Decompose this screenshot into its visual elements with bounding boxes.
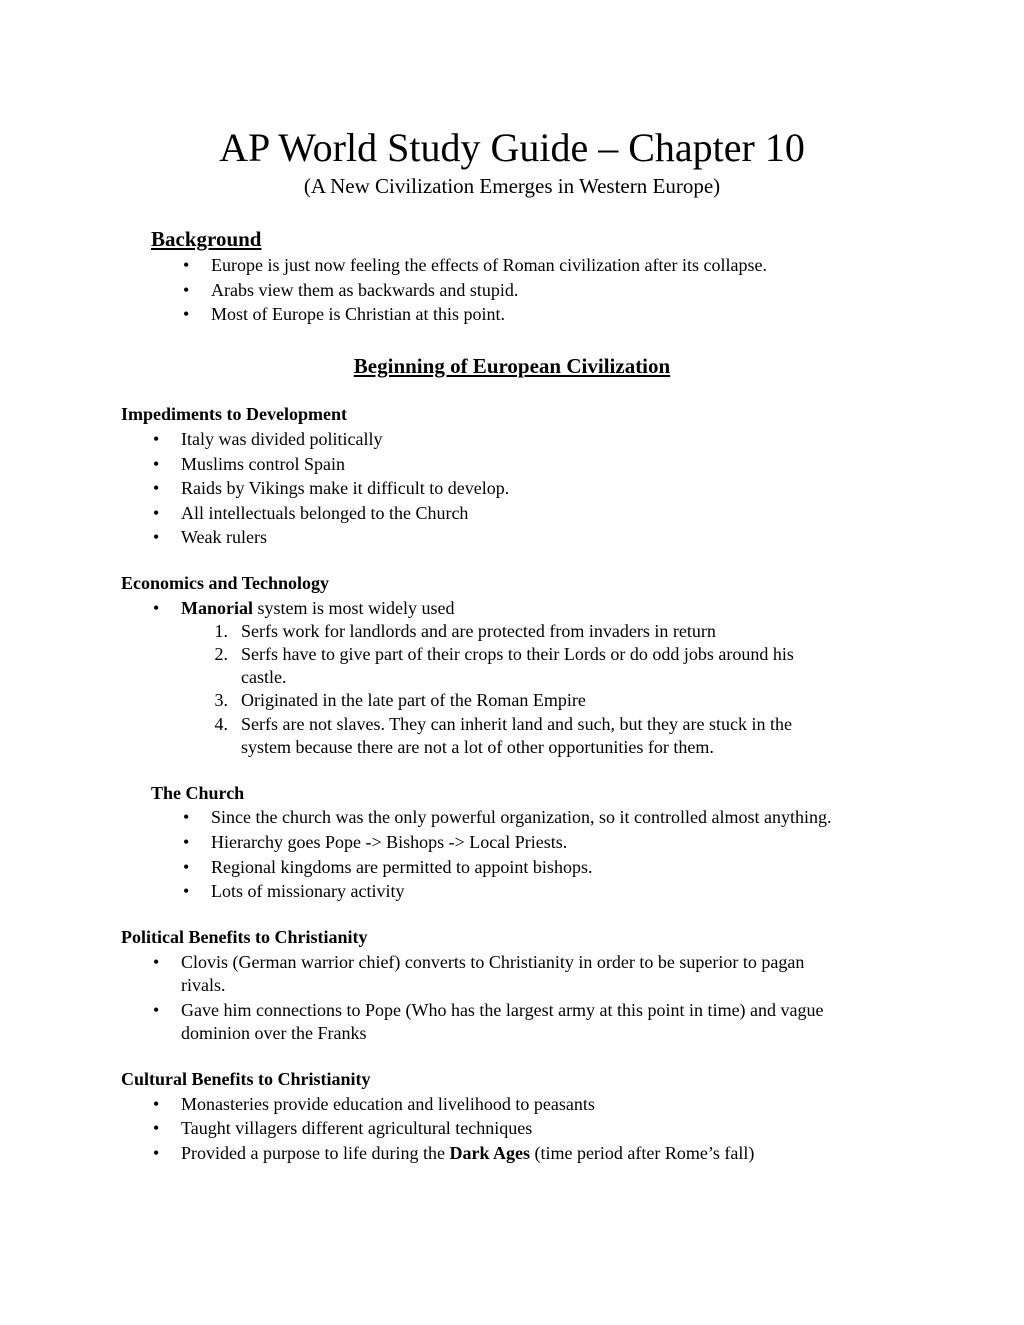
dark-ages-pre: Provided a purpose to life during the (181, 1143, 450, 1163)
numbered-item: Originated in the late part of the Roman Empire (241, 690, 586, 710)
political-heading: Political Benefits to Christianity (121, 927, 368, 947)
list-item: Taught villagers different agricultural techniques (181, 1118, 533, 1138)
dark-ages-term: Dark Ages (449, 1143, 530, 1163)
numbered-item: Serfs work for landlords and are protected from invaders in return (241, 621, 716, 641)
cultural-heading: Cultural Benefits to Christianity (121, 1069, 371, 1089)
numbered-item-continued: system because there are not a lot of other opportunities for them. (241, 737, 714, 757)
list-item (181, 597, 455, 620)
bullet-icon: • (183, 881, 190, 901)
list-item: Arabs view them as backwards and stupid. (211, 280, 519, 300)
page-subtitle: (A New Civilization Emerges in Western Europe) (303, 174, 721, 198)
dark-ages-post: (time period after Rome’s fall) (529, 1143, 755, 1163)
page-title: AP World Study Guide – Chapter 10 (219, 125, 805, 170)
list-item: Monasteries provide education and livelihood to peasants (181, 1094, 595, 1114)
numbered-item: Serfs have to give part of their crops to their Lords or do odd jobs around his (241, 644, 794, 664)
list-item-continued: rivals. (181, 975, 226, 995)
list-number: 4. (214, 714, 228, 734)
bullet-icon: • (183, 255, 190, 275)
bullet-icon: • (183, 304, 190, 324)
list-item: Hierarchy goes Pope -> Bishops -> Local Priests. (211, 832, 568, 852)
impediments-heading: Impediments to Development (121, 404, 347, 424)
church-heading: The Church (151, 783, 245, 803)
list-item: Muslims control Spain (181, 454, 346, 474)
list-item: Europe is just now feeling the effects of Roman civilization after its collapse. (211, 255, 768, 275)
list-item: Italy was divided politically (181, 429, 383, 449)
list-item-continued: dominion over the Franks (181, 1023, 367, 1043)
list-number: 3. (214, 690, 228, 710)
bullet-icon: • (153, 454, 160, 474)
numbered-item: Serfs are not slaves. They can inherit land and such, but they are stuck in the (241, 714, 793, 734)
numbered-item-continued: castle. (241, 667, 287, 687)
manorial-text: system is most widely used (253, 598, 455, 618)
list-item: Gave him connections to Pope (Who has the largest army at this point in time) and vague (181, 1000, 824, 1020)
list-item (181, 1142, 754, 1165)
list-item: All intellectuals belonged to the Church (181, 503, 469, 523)
bullet-icon: • (153, 1143, 160, 1163)
bullet-icon: • (153, 1000, 160, 1020)
bullet-icon: • (153, 1094, 160, 1114)
list-item: Lots of missionary activity (211, 881, 405, 901)
section-heading-beginning: Beginning of European Civilization (353, 354, 671, 378)
list-item: Regional kingdoms are permitted to appoint bishops. (211, 857, 593, 877)
bullet-icon: • (183, 832, 190, 852)
list-item: Clovis (German warrior chief) converts to Christianity in order to be superior to pagan (181, 952, 805, 972)
manorial-term: Manorial (181, 598, 253, 618)
bullet-icon: • (153, 478, 160, 498)
background-heading: Background (151, 227, 262, 251)
bullet-icon: • (153, 952, 160, 972)
bullet-icon: • (153, 1118, 160, 1138)
list-number: 2. (214, 644, 228, 664)
list-item: Since the church was the only powerful organization, so it controlled almost anything. (211, 807, 832, 827)
bullet-icon: • (183, 280, 190, 300)
bullet-icon: • (183, 807, 190, 827)
list-number: 1. (214, 621, 228, 641)
bullet-icon: • (183, 857, 190, 877)
bullet-icon: • (153, 598, 160, 618)
list-item: Raids by Vikings make it difficult to develop. (181, 478, 510, 498)
bullet-icon: • (153, 527, 160, 547)
bullet-icon: • (153, 503, 160, 523)
economics-heading: Economics and Technology (121, 573, 330, 593)
list-item: Most of Europe is Christian at this point. (211, 304, 505, 324)
bullet-icon: • (153, 429, 160, 449)
list-item: Weak rulers (181, 527, 268, 547)
